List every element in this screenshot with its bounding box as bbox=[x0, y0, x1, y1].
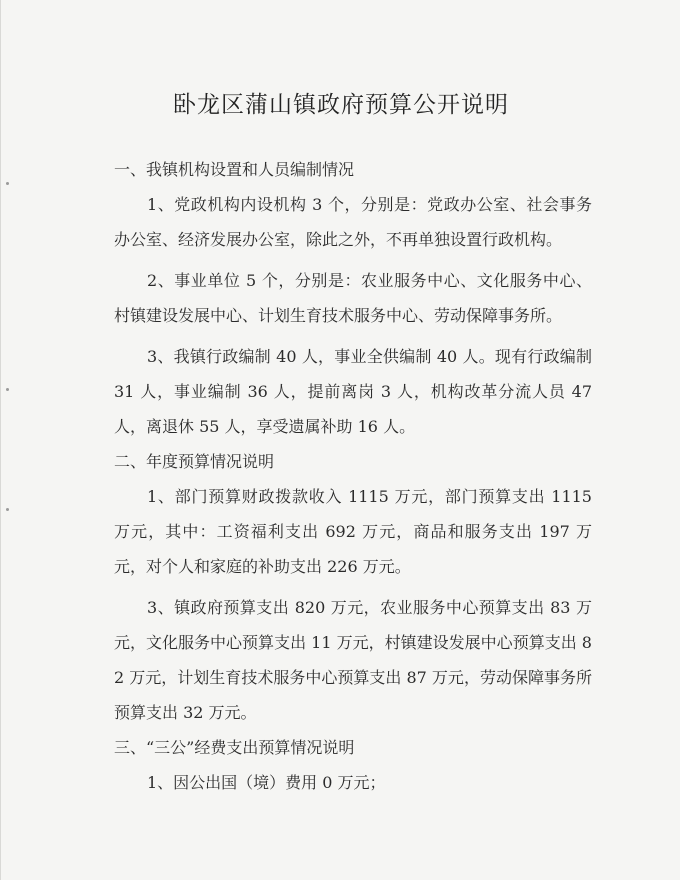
section-heading: 一、我镇机构设置和人员编制情况 bbox=[114, 160, 355, 179]
section-heading: 二、年度预算情况说明 bbox=[114, 452, 275, 471]
paragraph: 3、镇政府预算支出 820 万元，农业服务中心预算支出 83 万元，文化服务中心预算支出 11 万元，村镇建设发展中心预算支出 82 万元，计划生育技术服务中心预算支出 87 万元，劳动保障事务所预算支出 32 万元。 bbox=[114, 598, 592, 722]
document-body bbox=[114, 152, 592, 800]
scan-artifact bbox=[6, 508, 9, 511]
scan-artifact bbox=[6, 182, 9, 185]
document-title: 卧龙区蒲山镇政府预算公开说明 bbox=[173, 92, 509, 118]
paragraph: 1、因公出国（境）费用 0 万元； bbox=[147, 773, 386, 792]
paragraph: 1、部门预算财政拨款收入 1115 万元，部门预算支出 1115 万元，其中：工资福利支出 692 万元，商品和服务支出 197 万元，对个人和家庭的补助支出 226 万元。 bbox=[114, 487, 592, 576]
paragraph: 2、事业单位 5 个，分别是：农业服务中心、文化服务中心、村镇建设发展中心、计划生育技术服务中心、劳动保障事务所。 bbox=[114, 271, 592, 325]
paragraph: 3、我镇行政编制 40 人，事业全供编制 40 人。现有行政编制 31 人，事业编制 36 人，提前离岗 3 人，机构改革分流人员 47 人，离退休 55 人，享受遗属补助 16 人。 bbox=[114, 347, 592, 436]
paragraph: 1、党政机构内设机构 3 个，分别是：党政办公室、社会事务办公室、经济发展办公室，除此之外，不再单独设置行政机构。 bbox=[114, 195, 592, 249]
scan-artifact bbox=[6, 388, 9, 391]
section-heading: 三、“三公”经费支出预算情况说明 bbox=[114, 738, 355, 757]
